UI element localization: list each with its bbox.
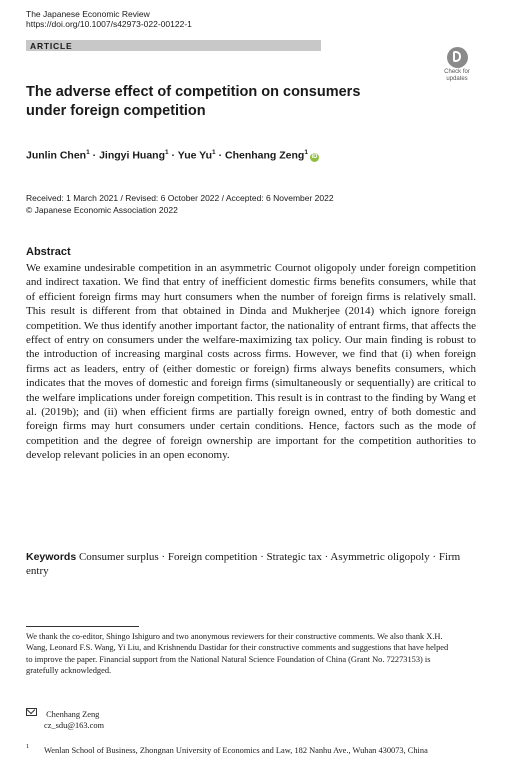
keywords-label: Keywords: [26, 551, 77, 563]
author-name[interactable]: Jingyi Huang: [99, 149, 165, 162]
author-name[interactable]: Yue Yu: [177, 149, 213, 162]
author-affiliation-marker: 1: [86, 149, 90, 156]
orcid-icon[interactable]: iD: [311, 153, 318, 160]
keywords-text: Consumer surplus · Foreign competition · Strategic tax · Asymmetric oligopoly · Firm entry: [26, 551, 461, 578]
check-for-updates-label: Check for updates: [444, 69, 470, 82]
keywords-section: [26, 550, 466, 579]
affiliation-number: 1: [26, 743, 30, 750]
author-affiliation-marker: 1: [165, 149, 169, 156]
affiliation-address: Wenlan School of Business, Zhongnan University of Economics and Law, 182 Nanhu Ave., Wuhan 430073, China: [44, 746, 428, 755]
author-affiliation-marker: 1: [212, 149, 216, 156]
corresponding-email[interactable]: cz_sdu@163.com: [44, 721, 105, 730]
abstract-heading: Abstract: [26, 246, 71, 258]
mail-icon: [26, 708, 37, 716]
abstract-body: We examine undesirable competition in an asymmetric Cournot oligopoly under foreign competition and indirect taxation. We find that entry of inefficient domestic firms benefits consumers, while that of efficient foreign firms may hurt consumers when the number of foreign firms is relatively small. This result is different from that obtained in Dinda and Mukherjee (2014) which ignore foreign competition. We thus identify another important factor, the nationality of entrant firms, that affects the effect of entry on consumers under the welfare-maximizing tax policy. Our main finding is robust to the introduction of increasing marginal costs across firms. However, we find that (i) when foreign firms act as leaders, entry of (either domestic or foreign) firms always benefits consumers, which indicates that the moves of domestic and foreign firms (simultaneously or sequentially) are critical to the welfare implications under foreign competition. This result is in contrast to the finding by Wang et al. (2019b); and (ii) when efficient firms are partially foreign owned, entry of both domestic and foreign firms may hurt consumers under certain conditions. Hence, factors such as the mode of competition and the degree of foreign ownership are important for the competition authorities to develop relevant policies in an open economy.: [26, 262, 476, 462]
author-list: [26, 146, 319, 163]
journal-name: The Japanese Economic Review: [26, 9, 150, 19]
history-dates: Received: 1 March 2021 / Revised: 6 October 2022 / Accepted: 6 November 2022: [26, 193, 334, 203]
paper-title: The adverse effect of competition on consumers under foreign competition: [26, 84, 361, 119]
footnote-rule: [26, 626, 139, 627]
copyright-notice: © Japanese Economic Association 2022: [26, 205, 178, 215]
bookmark-icon: [447, 47, 468, 68]
author-affiliation-marker: 1: [304, 149, 308, 156]
corresponding-author-name: Chenhang Zeng: [46, 710, 100, 719]
author-separator: ·: [168, 149, 178, 162]
corresponding-author: [26, 708, 99, 720]
check-for-updates-badge[interactable]: [439, 47, 475, 83]
acknowledgement-footnote: We thank the co-editor, Shingo Ishiguro and two anonymous reviewers for their constructive comments. We also thank X.H. Wang, Leonard F.S. Wang, Yi Liu, and Krishnendu Dastidar for their constructive comments and suggestions that have helped to improve the paper. Financial support from the National Natural Science Foundation of China (Grant No. 72273153) is gratefully acknowledged.: [26, 632, 449, 676]
author-name[interactable]: Junlin Chen: [26, 149, 87, 162]
author-separator: ·: [215, 149, 225, 162]
author-separator: ·: [89, 149, 100, 162]
doi-link[interactable]: https://doi.org/10.1007/s42973-022-00122-1: [26, 19, 192, 29]
article-type-label: ARTICLE: [30, 40, 73, 51]
author-name[interactable]: Chenhang Zeng: [225, 149, 305, 162]
